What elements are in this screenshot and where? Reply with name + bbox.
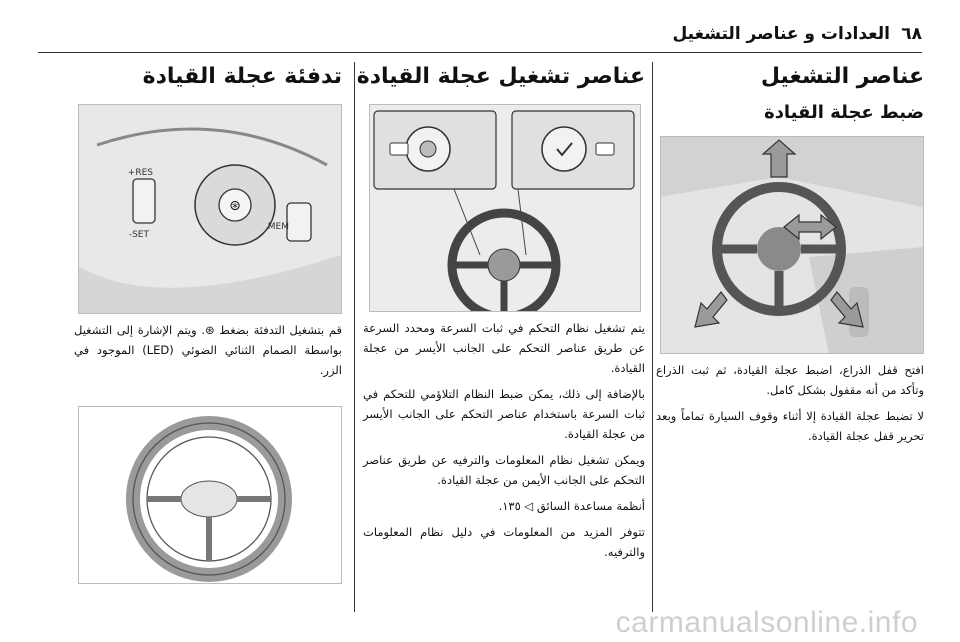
steering-adjust-illustration: [660, 137, 923, 354]
figure-steering-controls: [369, 104, 641, 312]
subsection-heading: ضبط عجلة القيادة: [764, 102, 924, 123]
paragraph-cross-reference: أنظمة مساعدة السائق ◁ ١٣٥.: [498, 499, 645, 513]
heated-zones-illustration: [78, 407, 341, 584]
paragraph: بالإضافة إلى ذلك، يمكن ضبط النظام التلاؤمي للتحكم في ثبات السرعة باستخدام عناصر التحكم على الجانب الأيسر من عجلة القيادة.: [363, 387, 645, 441]
column-divider-right: [652, 62, 653, 612]
header-divider: [38, 52, 922, 53]
column-middle: [356, 62, 645, 562]
section-heading: عناصر تشغيل عجلة القيادة: [356, 64, 645, 89]
steering-controls-illustration: [369, 105, 640, 312]
page-header: [0, 10, 960, 44]
res-label: RES+: [127, 168, 153, 178]
heat-icon: ⊛: [229, 198, 241, 214]
paragraph: يتم تشغيل نظام التحكم في ثبات السرعة ومحدد السرعة عن طريق عناصر التحكم على الجانب الأيسر من عجلة القيادة.: [363, 321, 645, 375]
column-divider-left: [354, 62, 355, 612]
paragraph: تتوفر المزيد من المعلومات في دليل نظام المعلومات والترفيه.: [363, 525, 645, 559]
watermark: carmanualsonline.info: [615, 606, 918, 639]
figure-heated-wheel-button: [78, 104, 342, 314]
set-label: SET-: [128, 230, 149, 240]
paragraph: قم بتشغيل التدفئة بضغط ⊛. ويتم الإشارة إلى التشغيل بواسطة الصمام الثنائي الضوئي (LED) الموجود في الزر.: [74, 323, 342, 377]
running-title: العدادات و عناصر التشغيل: [672, 24, 890, 44]
column-right: [656, 62, 924, 446]
heated-wheel-illustration: [78, 105, 341, 314]
column-left: [74, 62, 342, 584]
section-heading: تدفئة عجلة القيادة: [142, 64, 342, 89]
figure-heated-wheel-zones: [78, 406, 342, 584]
paragraph: افتح قفل الذراع، اضبط عجلة القيادة، ثم ثبت الذراع وتأكد من أنه مقفول بشكل كامل.: [656, 363, 924, 397]
mem-label: MEM: [267, 222, 289, 232]
section-heading: عناصر التشغيل: [760, 64, 924, 89]
figure-steering-adjust: [660, 136, 924, 354]
paragraph: لا تضبط عجلة القيادة إلا أثناء وقوف السيارة تماماً وبعد تحرير قفل عجلة القيادة.: [656, 409, 924, 443]
paragraph: ويمكن تشغيل نظام المعلومات والترفيه عن طريق عناصر التحكم على الجانب الأيمن من عجلة القيادة.: [363, 453, 645, 487]
page-number: ٦٨: [901, 24, 922, 44]
